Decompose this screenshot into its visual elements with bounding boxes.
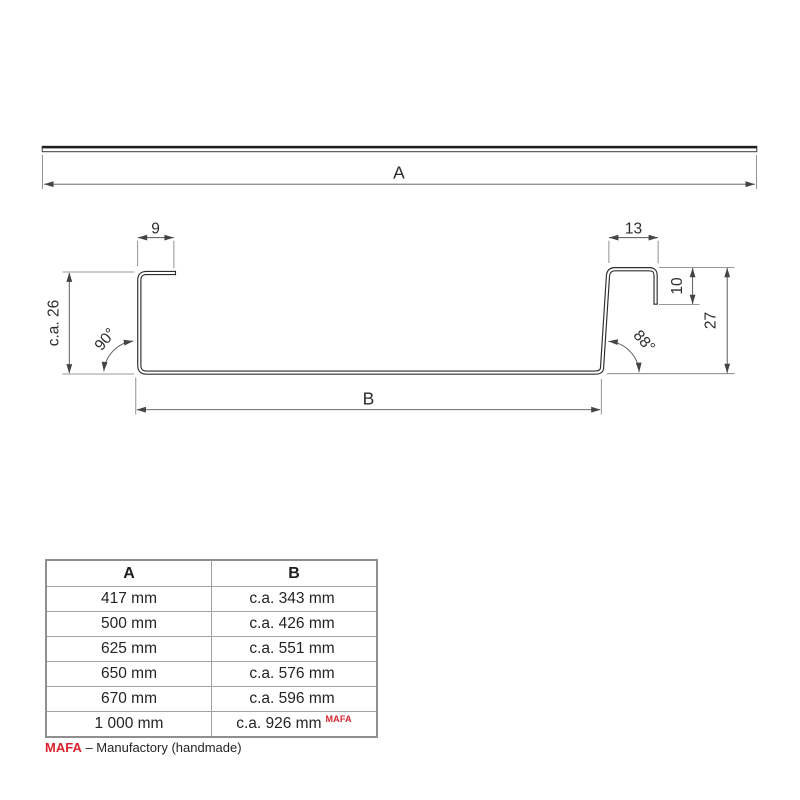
cell-b: c.a. 426 mm: [212, 612, 378, 637]
arrow-right-icon: [746, 181, 756, 187]
size-table-header-b: B: [212, 560, 378, 587]
cell-a: 417 mm: [46, 587, 212, 612]
arrow-right-icon: [591, 407, 601, 413]
arrow-up-icon: [690, 268, 696, 278]
arrow-left-icon: [136, 407, 146, 413]
arrow-icon: [636, 363, 642, 373]
label-dim-10: 10: [669, 277, 686, 295]
cell-b: c.a. 926 mm $^{MAFA}$: [212, 712, 378, 738]
cell-a: 670 mm: [46, 687, 212, 712]
label-angle-88: 88°: [629, 327, 659, 356]
arrow-up-icon: [724, 268, 730, 278]
arrow-left-icon: [44, 181, 54, 187]
dim-right-flange-13: [609, 220, 658, 263]
dim-left-height-ca26: [46, 272, 135, 374]
dim-right-lip-10: [659, 268, 700, 305]
cell-b: c.a. 551 mm: [212, 637, 378, 662]
label-dim-13: 13: [624, 220, 643, 238]
footnote: [45, 740, 242, 755]
arrow-right-icon: [649, 235, 659, 241]
arrow-icon: [608, 338, 618, 345]
label-dim-ca26: c.a. 26: [45, 299, 63, 347]
label-dim-9: 9: [151, 220, 160, 238]
label-dim-27: 27: [702, 311, 720, 330]
dim-left-flange-9: [138, 220, 174, 268]
cell-a: 1 000 mm: [46, 712, 212, 738]
arrow-left-icon: [138, 235, 148, 241]
cell-b: c.a. 343 mm: [212, 587, 378, 612]
arrow-icon: [123, 338, 133, 345]
footnote-text: – Manufactory (handmade): [85, 740, 242, 755]
cell-b: c.a. 576 mm: [212, 662, 378, 687]
cell-a: 625 mm: [46, 637, 212, 662]
arrow-down-icon: [66, 364, 72, 374]
cell-a: 500 mm: [46, 612, 212, 637]
label-angle-90: 90°: [91, 325, 120, 355]
arrow-right-icon: [164, 235, 174, 241]
profile-top-view: [42, 146, 757, 151]
angle-left-90: [92, 325, 134, 371]
table-row: [46, 712, 377, 738]
dim-overall-width-a: [42, 155, 756, 189]
cell-b: c.a. 596 mm: [212, 687, 378, 712]
dim-base-width-b: [136, 378, 602, 415]
table-row: [46, 587, 377, 612]
table-row: [46, 687, 377, 712]
arrow-icon: [101, 362, 108, 372]
arrow-left-icon: [609, 235, 619, 241]
label-dim-b: B: [362, 388, 375, 409]
size-table: [45, 559, 378, 738]
size-table-header-row: [46, 560, 377, 587]
size-table-header-a: A: [46, 560, 212, 587]
profile-cross-section: [139, 269, 658, 372]
label-dim-a: A: [393, 162, 405, 183]
table-row: [46, 662, 377, 687]
arrow-down-icon: [724, 364, 730, 374]
table-row: [46, 637, 377, 662]
table-row: [46, 612, 377, 637]
angle-right-88: [608, 327, 658, 372]
footnote-term: MAFA: [45, 740, 82, 755]
mafa-superscript: MAFA: [325, 714, 352, 725]
arrow-down-icon: [690, 295, 696, 305]
arrow-up-icon: [66, 272, 72, 282]
cell-a: 650 mm: [46, 662, 212, 687]
